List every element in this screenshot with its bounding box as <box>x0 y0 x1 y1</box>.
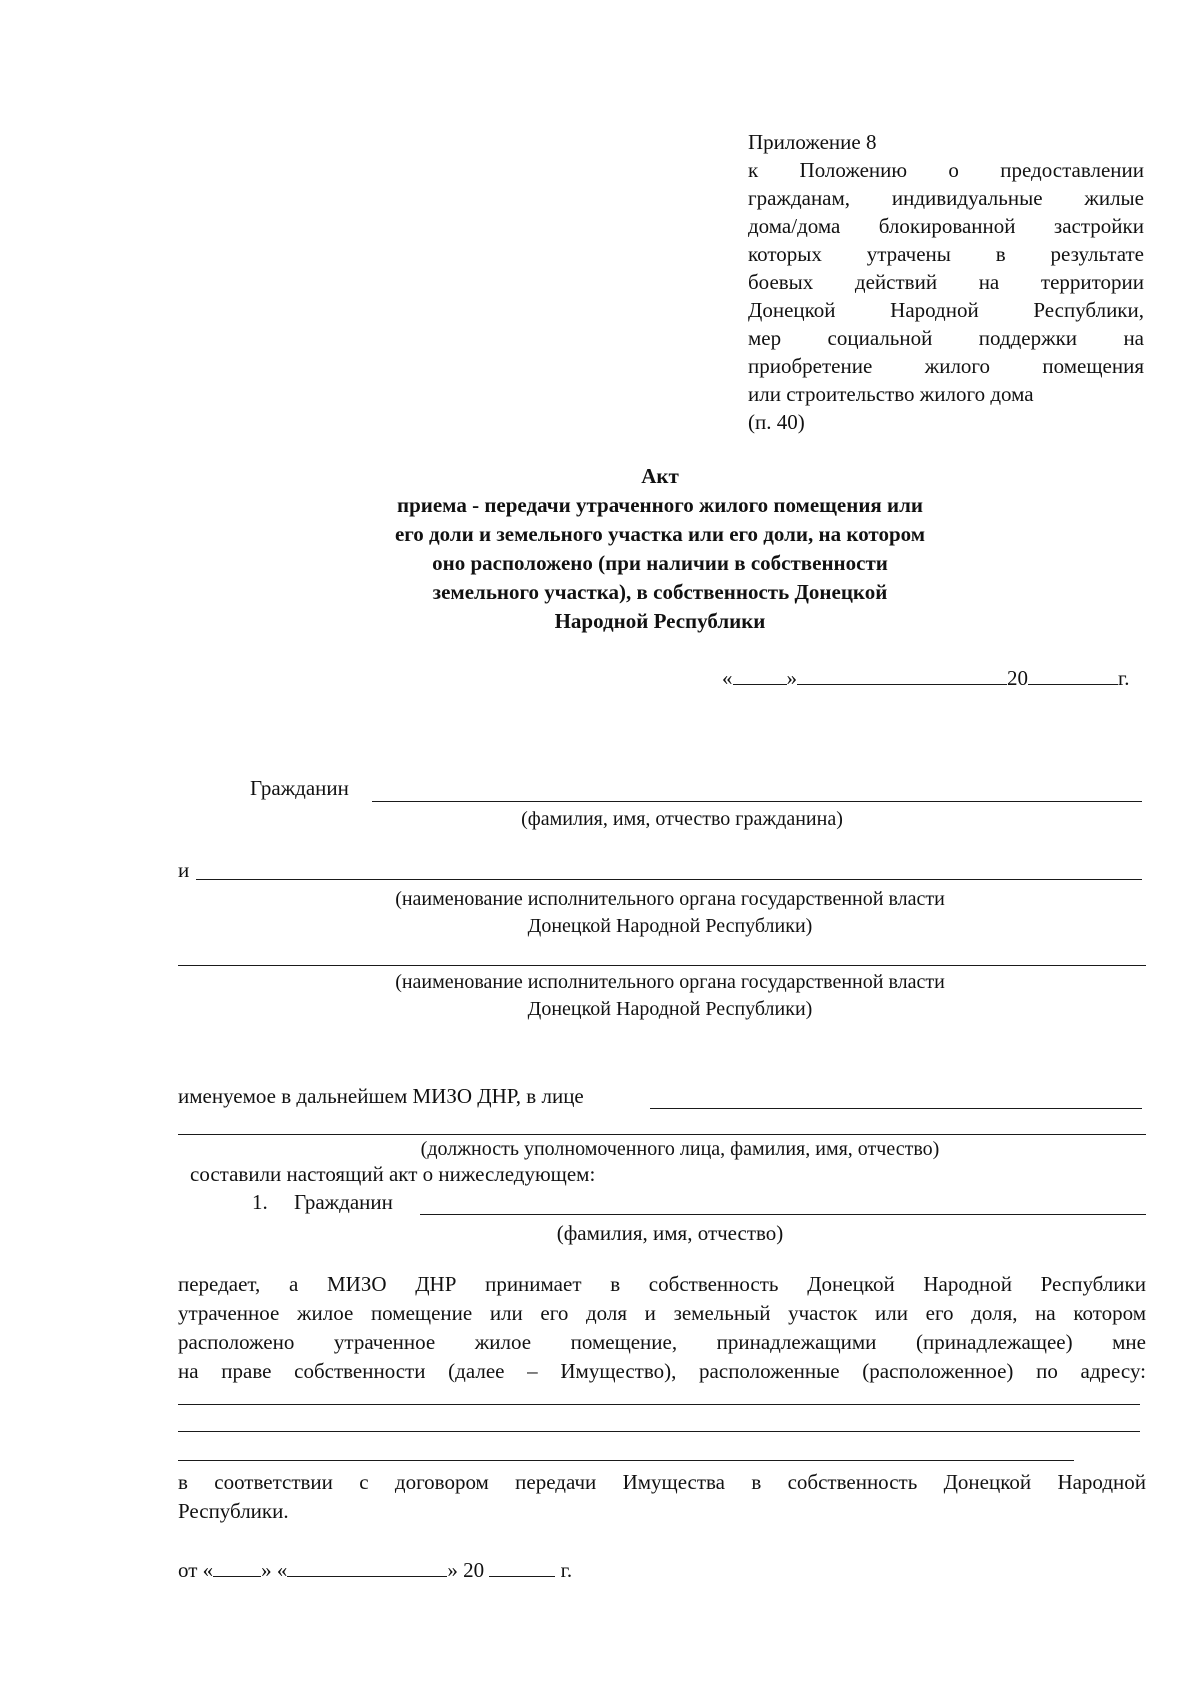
title-line: его доли и земельного участка или его доли, на котором <box>394 522 926 546</box>
title-line: земельного участка), в собственность Донецкой <box>432 580 888 604</box>
contract-paragraph <box>178 1468 1146 1526</box>
organ-caption-line: Донецкой Народной Республики) <box>527 998 813 1020</box>
from-day-blank <box>213 1556 261 1577</box>
organ-caption <box>270 886 1070 940</box>
item1-number: 1. <box>252 1190 268 1214</box>
representative-caption: (должность уполномоченного лица, фамилия, имя, отчество) <box>420 1138 940 1160</box>
representative-line <box>650 1108 1142 1109</box>
compiled-statement: составили настоящий акт о нижеследующем: <box>190 1162 596 1186</box>
organ-caption-2 <box>270 969 1070 1023</box>
appendix-heading: Приложение 8 <box>748 130 877 154</box>
date-year-suffix: г. <box>1118 666 1130 690</box>
appendix-line: приобретение жилого помещения <box>748 354 1144 378</box>
organ-caption-line: (наименование исполнительного органа государственной власти <box>395 888 945 910</box>
from-year-blank <box>489 1556 555 1577</box>
paragraph-line: утраченное жилое помещение или его доля и земельный участок или его доля, на котором <box>178 1301 1146 1325</box>
date-close-quote: » <box>786 666 797 690</box>
paragraph-line: на праве собственности (далее – Имущество), расположенные (расположенное) по адресу: <box>178 1359 1146 1383</box>
title-main: Акт <box>641 464 679 488</box>
organ-caption-line: (наименование исполнительного органа государственной власти <box>395 971 945 993</box>
organ-conjunction: и <box>178 858 190 882</box>
citizen-caption: (фамилия, имя, отчество гражданина) <box>521 808 843 830</box>
date-year-prefix: 20 <box>1007 666 1028 690</box>
date-open-quote: « <box>722 666 733 690</box>
organ-caption-line: Донецкой Народной Республики) <box>527 915 813 937</box>
from-date-year: » 20 <box>447 1558 485 1582</box>
paragraph-line: Республики. <box>178 1499 289 1523</box>
appendix-line: мер социальной поддержки на <box>748 326 1144 350</box>
appendix-line: боевых действий на территории <box>748 270 1144 294</box>
appendix-line: Донецкой Народной Республики, <box>748 298 1144 322</box>
organ-name-line-2 <box>178 965 1146 966</box>
title-line: приема - передачи утраченного жилого помещения или <box>396 493 924 517</box>
representative-line-2 <box>178 1134 1146 1135</box>
paragraph-line: расположено утраченное жилое помещение, принадлежащими (принадлежащее) мне <box>178 1330 1146 1354</box>
act-date-line <box>722 664 1172 691</box>
item1-caption: (фамилия, имя, отчество) <box>556 1221 784 1245</box>
paragraph-line: в соответствии с договором передачи Имущества в собственность Донецкой Народной <box>178 1470 1146 1494</box>
representative-label: именуемое в дальнейшем МИЗО ДНР, в лице <box>178 1084 584 1108</box>
appendix-line: гражданам, индивидуальные жилые <box>748 186 1144 210</box>
appendix-line: которых утрачены в результате <box>748 242 1144 266</box>
transfer-paragraph <box>178 1270 1146 1386</box>
appendix-line: к Положению о предоставлении <box>748 158 1144 182</box>
appendix-last-line: или строительство жилого дома <box>748 382 1034 406</box>
item1-label: Гражданин <box>294 1190 393 1214</box>
appendix-clause: (п. 40) <box>748 410 805 434</box>
date-month-blank <box>797 664 1007 685</box>
address-line <box>178 1404 1140 1405</box>
from-date-suffix: г. <box>560 1558 573 1582</box>
citizen-label: Гражданин <box>250 776 349 800</box>
appendix-line: дома/дома блокированной застройки <box>748 214 1144 238</box>
from-date-prefix: от « <box>178 1558 214 1582</box>
citizen-name-line <box>372 801 1142 802</box>
organ-name-line <box>196 879 1142 880</box>
date-day-blank <box>733 664 787 685</box>
title-line: оно расположено (при наличии в собственности <box>432 551 888 575</box>
title-line: Народной Республики <box>554 609 766 633</box>
contract-date-line <box>178 1556 572 1583</box>
item1-name-line <box>420 1214 1146 1215</box>
address-line <box>178 1460 1074 1461</box>
appendix-block <box>748 128 1144 436</box>
document-title <box>300 462 1020 636</box>
address-line <box>178 1431 1140 1432</box>
from-date-mid: » « <box>261 1558 288 1582</box>
from-month-blank <box>287 1556 447 1577</box>
paragraph-line: передает, а МИЗО ДНР принимает в собственность Донецкой Народной Республики <box>178 1272 1146 1296</box>
date-year-blank <box>1028 664 1118 685</box>
